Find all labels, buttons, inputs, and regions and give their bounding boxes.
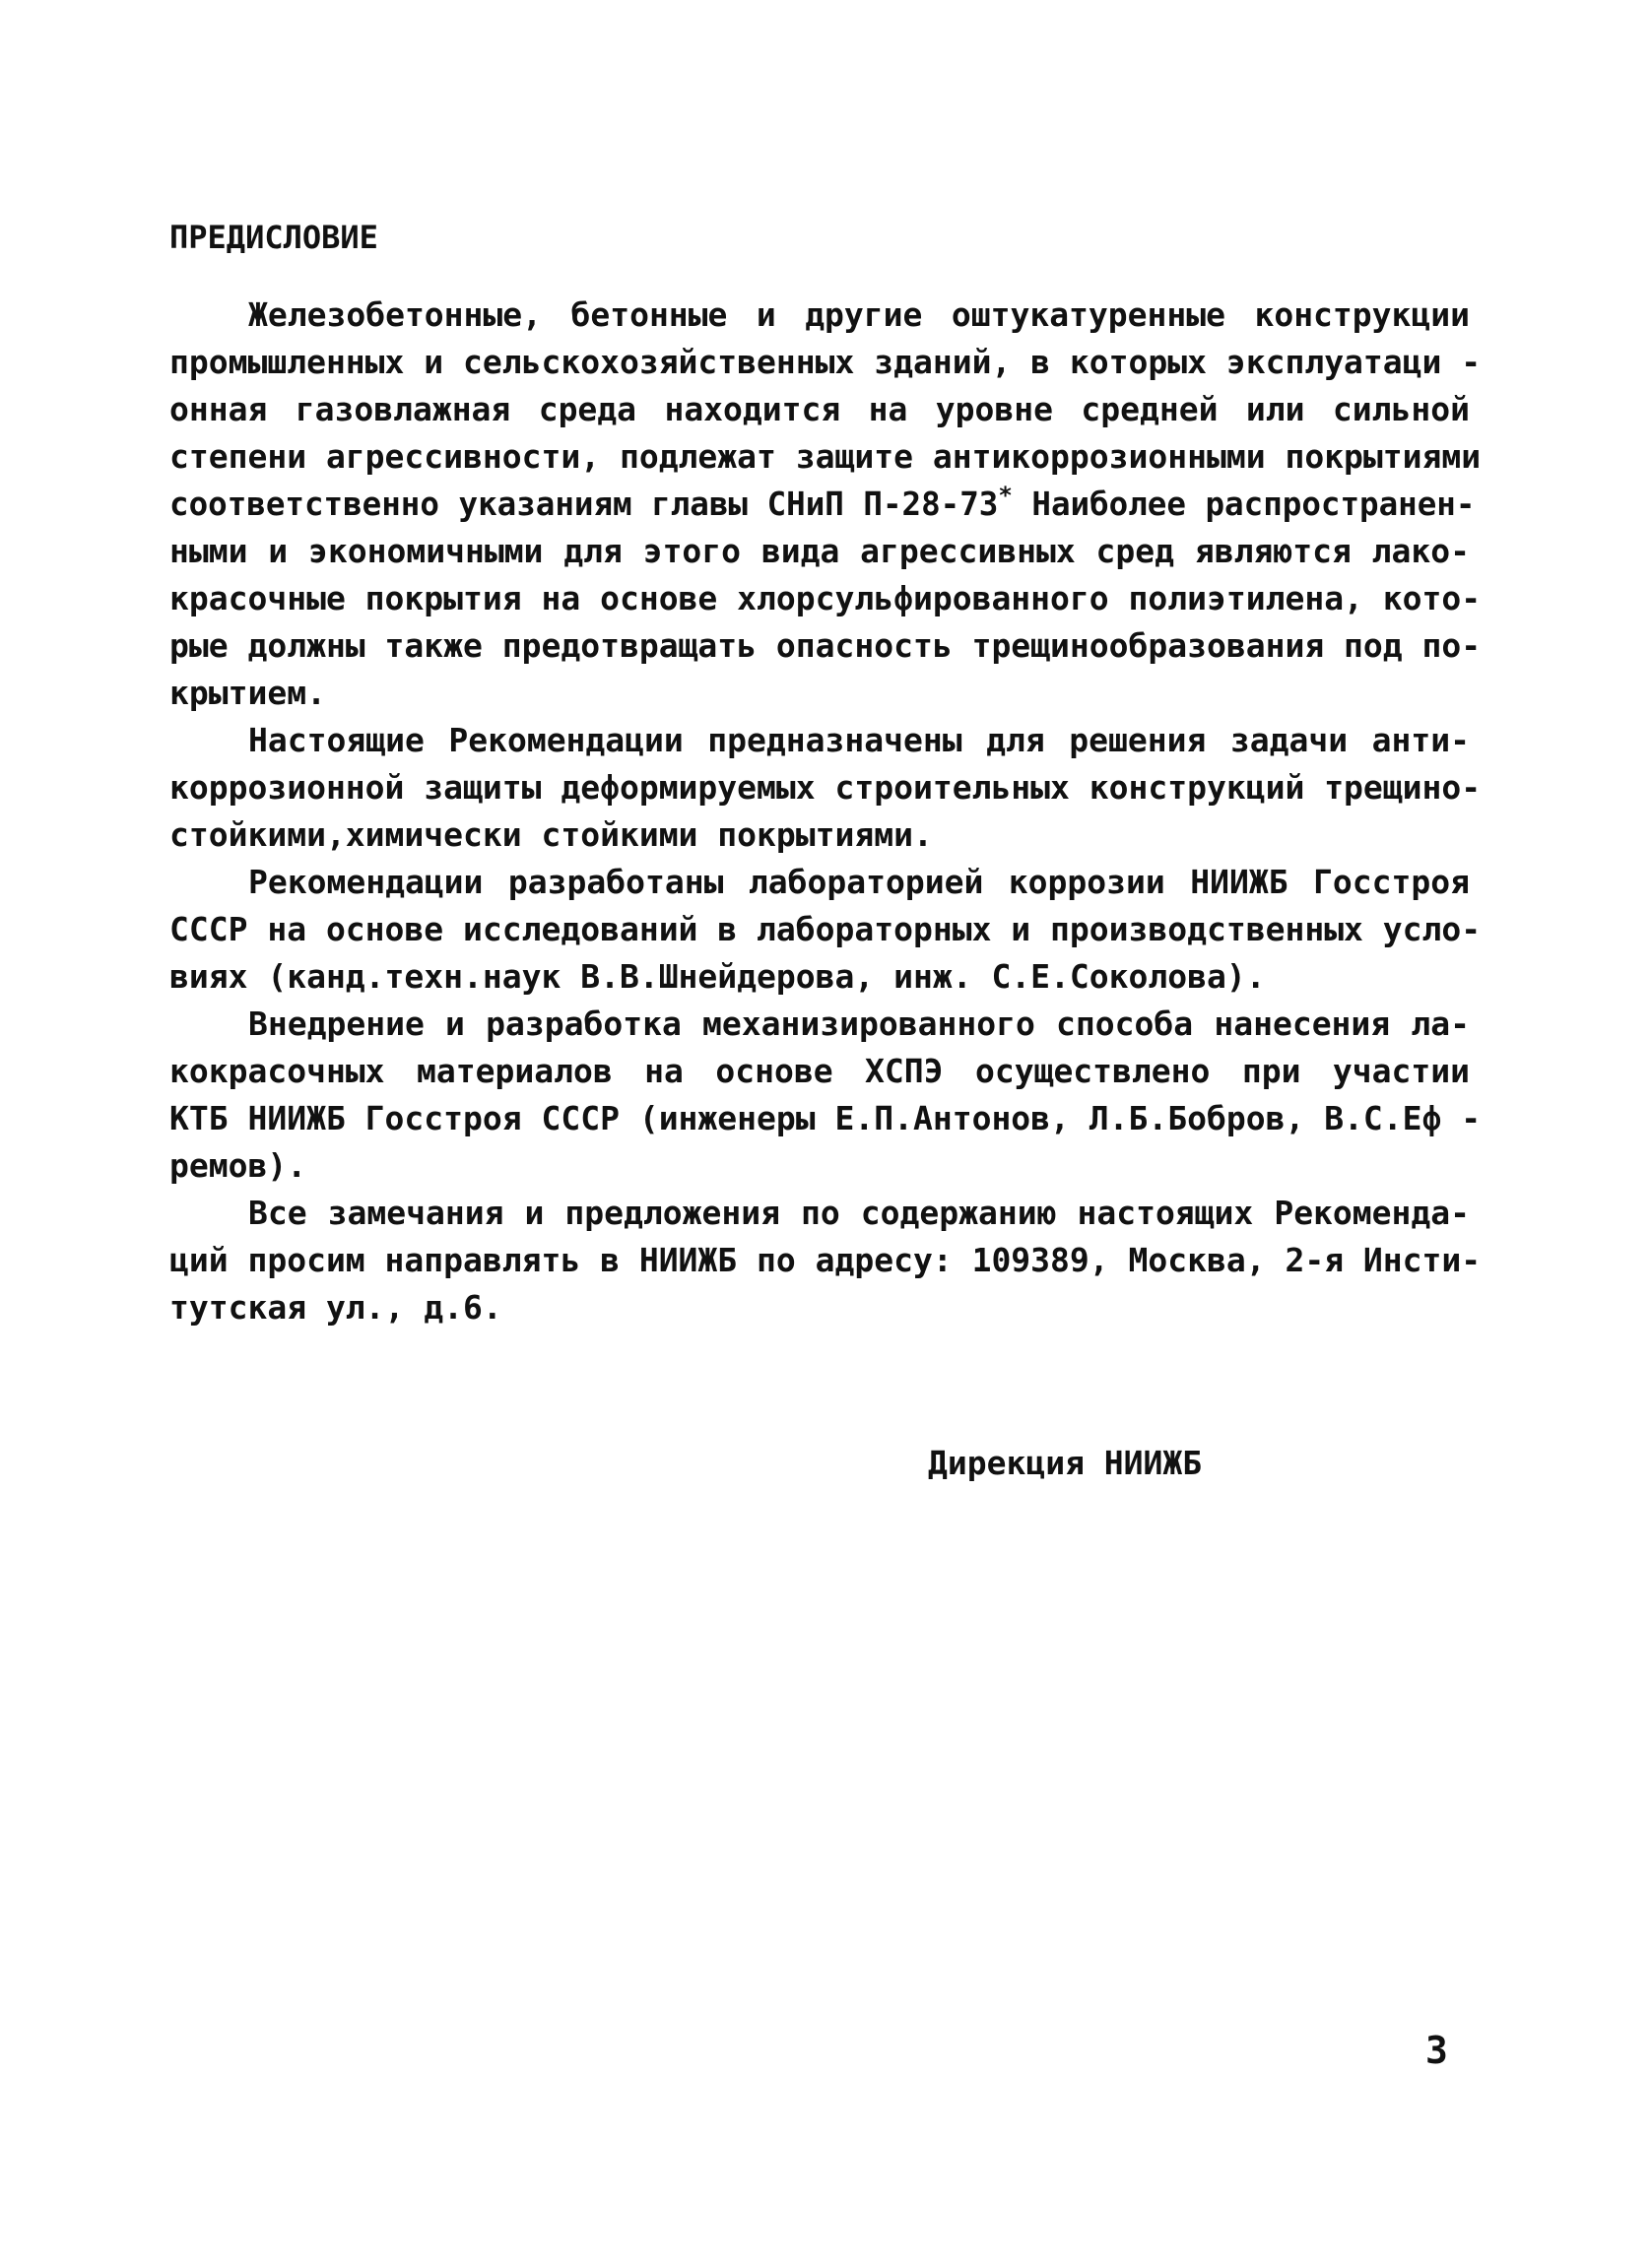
paragraph-2-line-3: стойкими,химически стойкими покрытиями.: [169, 815, 933, 854]
paragraph-5-line-2: ций просим направлять в НИИЖБ по адресу: 109389, Москва, 2-я Инсти-: [169, 1241, 1482, 1279]
paragraph-2-line-1: Настоящие Рекомендации предназначены для решения задачи анти-: [248, 721, 1470, 759]
paragraph-3-line-2: СССР на основе исследований в лабораторных и производственных усло-: [169, 910, 1482, 948]
paragraph-1-line-6: ными и экономичными для этого вида агрессивных сред являются лако-: [169, 532, 1470, 570]
paragraph-5-line-1: Все замечания и предложения по содержанию настоящих Рекоменда-: [248, 1194, 1470, 1232]
paragraph-1-line-3: онная газовлажная среда находится на уровне средней или сильной: [169, 390, 1470, 428]
paragraph-1-line-5-text: соответственно указаниям главы СНиП П-28-73: [169, 486, 999, 523]
paragraph-1-line-7: красочные покрытия на основе хлорсульфированного полиэтилена, кото-: [169, 579, 1482, 617]
signature: Дирекция НИИЖБ: [928, 1444, 1203, 1482]
paragraph-4-line-4: ремов).: [169, 1146, 307, 1185]
paragraph-5-line-3: тутская ул., д.6.: [169, 1288, 502, 1327]
page-title: ПРЕДИСЛОВИЕ: [169, 219, 378, 256]
paragraph-1-line-8: рые должны также предотвращать опасность трещинообразования под по-: [169, 626, 1482, 665]
paragraph-1-line-2: промышленных и сельскохозяйственных зданий, в которых эксплуатаци -: [169, 343, 1482, 381]
paragraph-1-line-9: крытием.: [169, 674, 326, 712]
page-number: 3: [1425, 2029, 1448, 2072]
paragraph-1-line-5: [169, 482, 1476, 524]
paragraph-4-line-3: КТБ НИИЖБ Госстроя СССР (инженеры Е.П.Антонов, Л.Б.Бобров, В.С.Еф -: [169, 1099, 1482, 1137]
paragraph-1-line-5-tail: Наиболее распространен-: [1012, 486, 1476, 523]
paragraph-3-line-3: виях (канд.техн.наук В.В.Шнейдерова, инж. С.Е.Соколова).: [169, 957, 1266, 996]
paragraph-1-line-4: степени агрессивности, подлежат защите антикоррозионными покрытиями: [169, 437, 1482, 476]
paragraph-4-line-2: кокрасочных материалов на основе ХСПЭ осуществлено при участии: [169, 1052, 1470, 1090]
paragraph-2-line-2: коррозионной защиты деформируемых строительных конструкций трещино-: [169, 768, 1482, 807]
paragraph-3-line-1: Рекомендации разработаны лабораторией коррозии НИИЖБ Госстроя: [248, 863, 1470, 901]
paragraph-4-line-1: Внедрение и разработка механизированного способа нанесения ла-: [248, 1004, 1470, 1043]
footnote-mark: *: [998, 482, 1013, 510]
paragraph-1-line-1: Железобетонные, бетонные и другие оштукатуренные конструкции: [248, 295, 1470, 334]
